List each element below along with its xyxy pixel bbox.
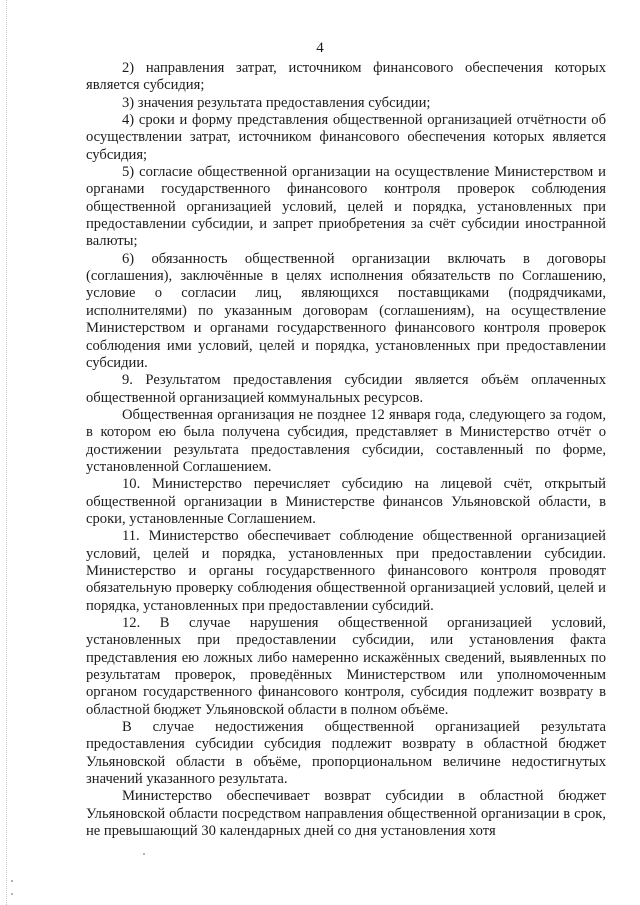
paragraph-clause-11: 11. Министерство обеспечивает соблюдение общественной организацией условий, целей и порядка, установленных при предоставлении субсидии. Министерство и органы государственного финансового контроля проводят обязательную проверку соблюдения общественной организацией условий, целей и порядка, установленных при предоставлении субсидий. [86, 528, 606, 614]
paragraph-clause-10: 10. Министерство перечисляет субсидию на лицевой счёт, открытый общественной организации в Министерстве финансов Ульяновской области, в сроки, установленные Соглашением. [86, 476, 606, 527]
scan-speck [143, 853, 145, 855]
paragraph-item-2: 2) направления затрат, источником финансового обеспечения которых является субсидия; [86, 60, 606, 94]
paragraph-clause-12-return: Министерство обеспечивает возврат субсидии в областной бюджет Ульяновской области посредством направления общественной организации в срок, не превышающий 30 календарных дней со дня установления хотя [86, 788, 606, 840]
scan-speck [11, 880, 13, 882]
paragraph-item-5: 5) согласие общественной организации на осуществление Министерством и органами государственного финансового контроля проверок соблюдения общественной организацией условий, целей и порядка, установленных при предоставлении субсидии, и запрет приобретения за счёт субсидии иностранной валюты; [86, 164, 606, 250]
paragraph-clause-12-shortfall: В случае недостижения общественной организацией результата предоставления субсидии субсидия подлежит возврату в областной бюджет Ульяновской области в объёме, пропорциональном величине недостигнутых значений указанного результата. [86, 719, 606, 788]
scan-edge-line [6, 0, 7, 905]
paragraph-item-6: 6) обязанность общественной организации включать в договоры (соглашения), заключённые в целях исполнения обязательств по Соглашению, условие о согласии лиц, являющихся поставщиками (подрядчиками, исполнителями) по указанным договорам (соглашениям), на осуществление Министерством и органами государственного финансового контроля проверок соблюдения ими условий, целей и порядка, установленных при предоставлении субсидии. [86, 250, 606, 371]
paragraph-clause-9-report: Общественная организация не позднее 12 января года, следующего за годом, в котором ею была получена субсидия, представляет в Министерство отчёт о достижении результата предоставления субсидии, составленный по форме, установленной Соглашением. [86, 406, 606, 475]
scan-speck [11, 893, 13, 895]
paragraph-item-3: 3) значения результата предоставления субсидии; [122, 94, 431, 111]
paragraph-item-4: 4) сроки и форму представления общественной организацией отчётности об осуществлении затрат, источником финансового обеспечения которых является субсидия; [86, 112, 606, 163]
paragraph-clause-9: 9. Результатом предоставления субсидии является объём оплаченных общественной организацией коммунальных ресурсов. [86, 372, 606, 406]
document-body [86, 60, 606, 840]
page-number: 4 [316, 40, 324, 56]
paragraph-clause-12: 12. В случае нарушения общественной организацией условий, установленных при предоставлении субсидии, или установления факта представления ею ложных либо намеренно искажённых сведений, выявленных по результатам проверок, проведённых Министерством или уполномоченным органом государственного финансового контроля, субсидия подлежит возврату в областной бюджет Ульяновской области в полном объёме. [86, 615, 606, 718]
